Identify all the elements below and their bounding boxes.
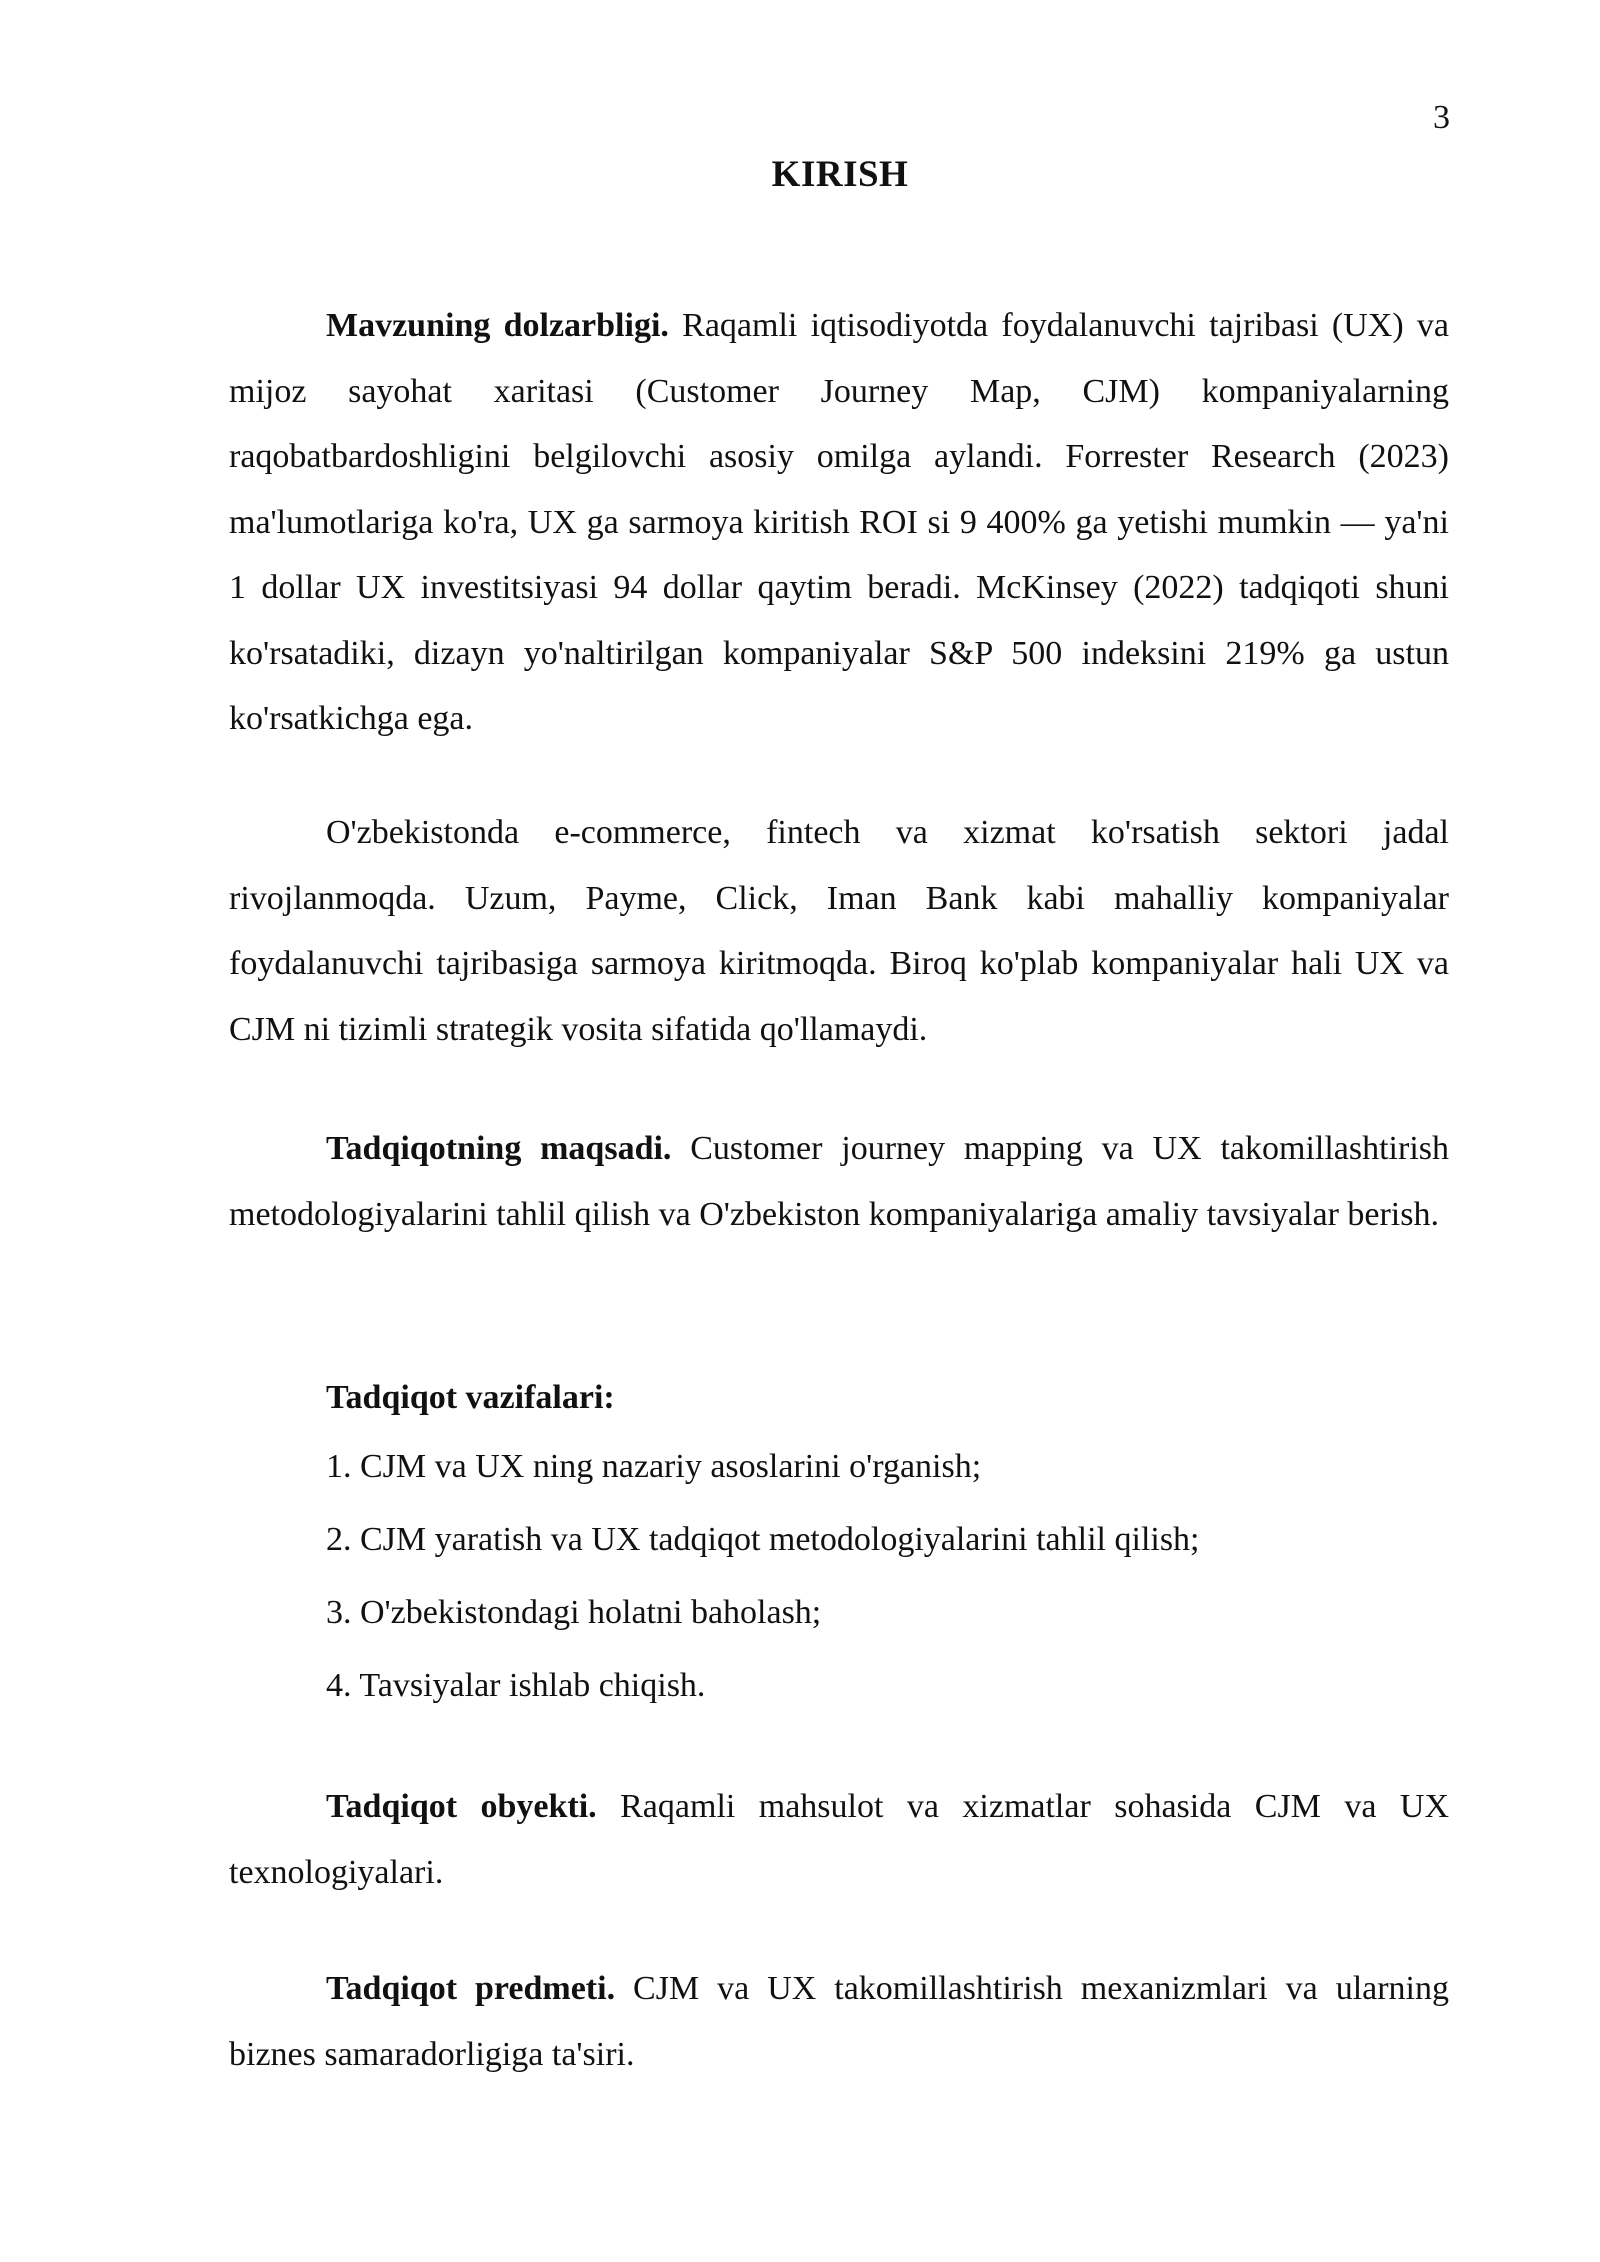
task-item: 3. O'zbekistondagi holatni baholash; (326, 1594, 822, 1631)
object-label: Tadqiqot obyekti. (326, 1788, 597, 1825)
uzbekistan-paragraph: O'zbekistonda e-commerce, fintech va xizmat ko'rsatish sektori jadal rivojlanmoqda. Uzum, Payme, Click, Iman Bank kabi mahalliy kompaniyalar foydalanuvchi tajribasiga sarmoya kiritmoqda. Biroq ko'plab kompaniyalar hali UX va CJM ni tizimli strategik vosita sifatida qo'llamaydi. (229, 814, 1449, 1048)
object-text: Raqamli mahsulot va xizmatlar sohasida CJM va UX texnologiyalari. (229, 1788, 1450, 1891)
tasks-section (229, 1365, 1449, 1722)
task-item: 1. CJM va UX ning nazariy asoslarini o'rganish; (326, 1448, 982, 1485)
relevance-paragraph (229, 293, 1449, 752)
subject-section (229, 1956, 1449, 2087)
subject-text: CJM va UX takomillashtirish mexanizmlari va ularning biznes samaradorligiga ta'siri. (229, 1970, 1449, 2073)
object-section (229, 1774, 1449, 1905)
relevance-section (229, 293, 1449, 752)
task-list (229, 1430, 1449, 1722)
goal-text: Customer journey mapping va UX takomillashtirish metodologiyalarini tahlil qilish va O'zbekiston kompaniyalariga amaliy tavsiyalar berish. (229, 1130, 1449, 1233)
tasks-title: Tadqiqot vazifalari: (326, 1379, 615, 1416)
goal-label: Tadqiqotning maqsadi. (326, 1130, 672, 1167)
relevance-label: Mavzuning dolzarbligi. (326, 307, 669, 344)
task-item: 4. Tavsiyalar ishlab chiqish. (326, 1667, 706, 1704)
goal-section (229, 1116, 1449, 1247)
task-item: 2. CJM yaratish va UX tadqiqot metodologiyalarini tahlil qilish; (326, 1521, 1200, 1558)
page-number: 3 (1433, 99, 1450, 136)
subject-label: Tadqiqot predmeti. (326, 1970, 616, 2007)
section-heading: KIRISH (771, 154, 909, 195)
relevance-text: Raqamli iqtisodiyotda foydalanuvchi tajribasi (UX) va mijoz sayohat xaritasi (Customer Journey Map, CJM) kompaniyalarning raqobatbardoshligini belgilovchi asosiy omilga aylandi. Forrester Research (2023) ma'lumotlariga ko'ra, UX ga sarmoya kiritish ROI si 9 400% ga yetishi mumkin — ya'ni 1 dollar UX investitsiyasi 94 dollar qaytim beradi. McKinsey (2022) tadqiqoti shuni ko'rsatadiki, dizayn yo'naltirilgan kompaniyalar S&P 500 indeksini 219% ga ustun ko'rsatkichga ega. (229, 307, 1449, 737)
object-paragraph (229, 1774, 1449, 1905)
subject-paragraph (229, 1956, 1449, 2087)
uzbekistan-section (229, 800, 1449, 1062)
goal-paragraph (229, 1116, 1449, 1247)
